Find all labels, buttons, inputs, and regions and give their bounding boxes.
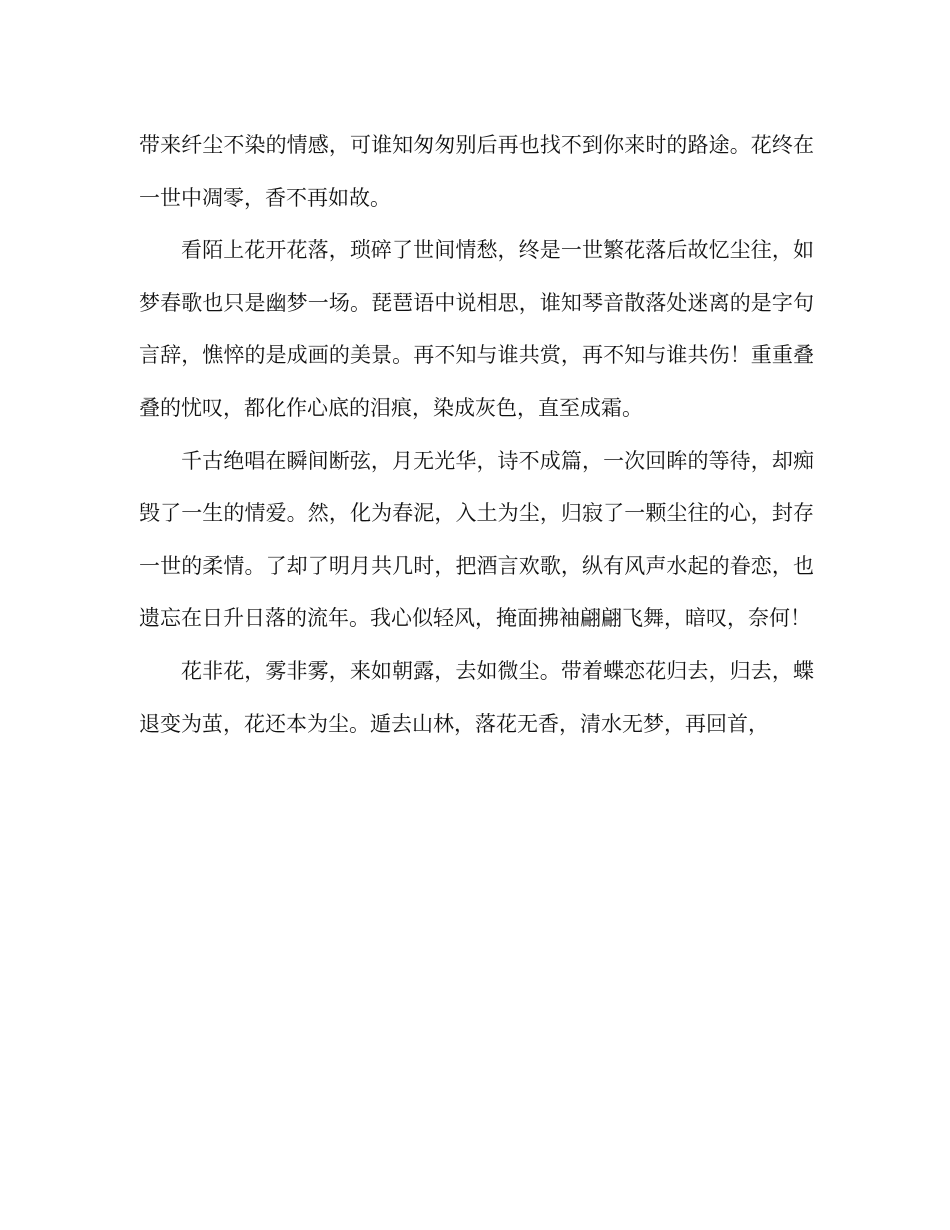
paragraph-4: 花非花，雾非雾，来如朝露，去如微尘。带着蝶恋花归去，归去，蝶退变为茧，花还本为尘。遁去山林，落花无香，清水无梦，再回首， bbox=[139, 658, 814, 736]
paragraph-1: 带来纤尘不染的情感，可谁知匆匆别后再也找不到你来时的路途。花终在一世中凋零，香不再如故。 bbox=[139, 133, 814, 210]
paragraph-2: 看陌上花开花落，琐碎了世间情愁，终是一世繁花落后故忆尘往，如梦春歌也只是幽梦一场。琵琶语中说相思，谁知琴音散落处迷离的是字句言辞，憔悴的是成画的美景。再不知与谁共赏，再不知与谁共伤！重重叠叠的忧叹，都化作心底的泪痕，染成灰色，直至成霜。 bbox=[139, 238, 814, 420]
paragraph-3: 千古绝唱在瞬间断弦，月无光华，诗不成篇，一次回眸的等待，却痴毁了一生的情爱。然，化为春泥，入土为尘，归寂了一颗尘往的心，封存一世的柔情。了却了明月共几时，把酒言欢歌，纵有风声水起的眷恋，也遗忘在日升日落的流年。我心似轻风，掩面拂袖翩翩飞舞，暗叹，奈何！ bbox=[139, 448, 814, 631]
body-text bbox=[139, 119, 814, 750]
